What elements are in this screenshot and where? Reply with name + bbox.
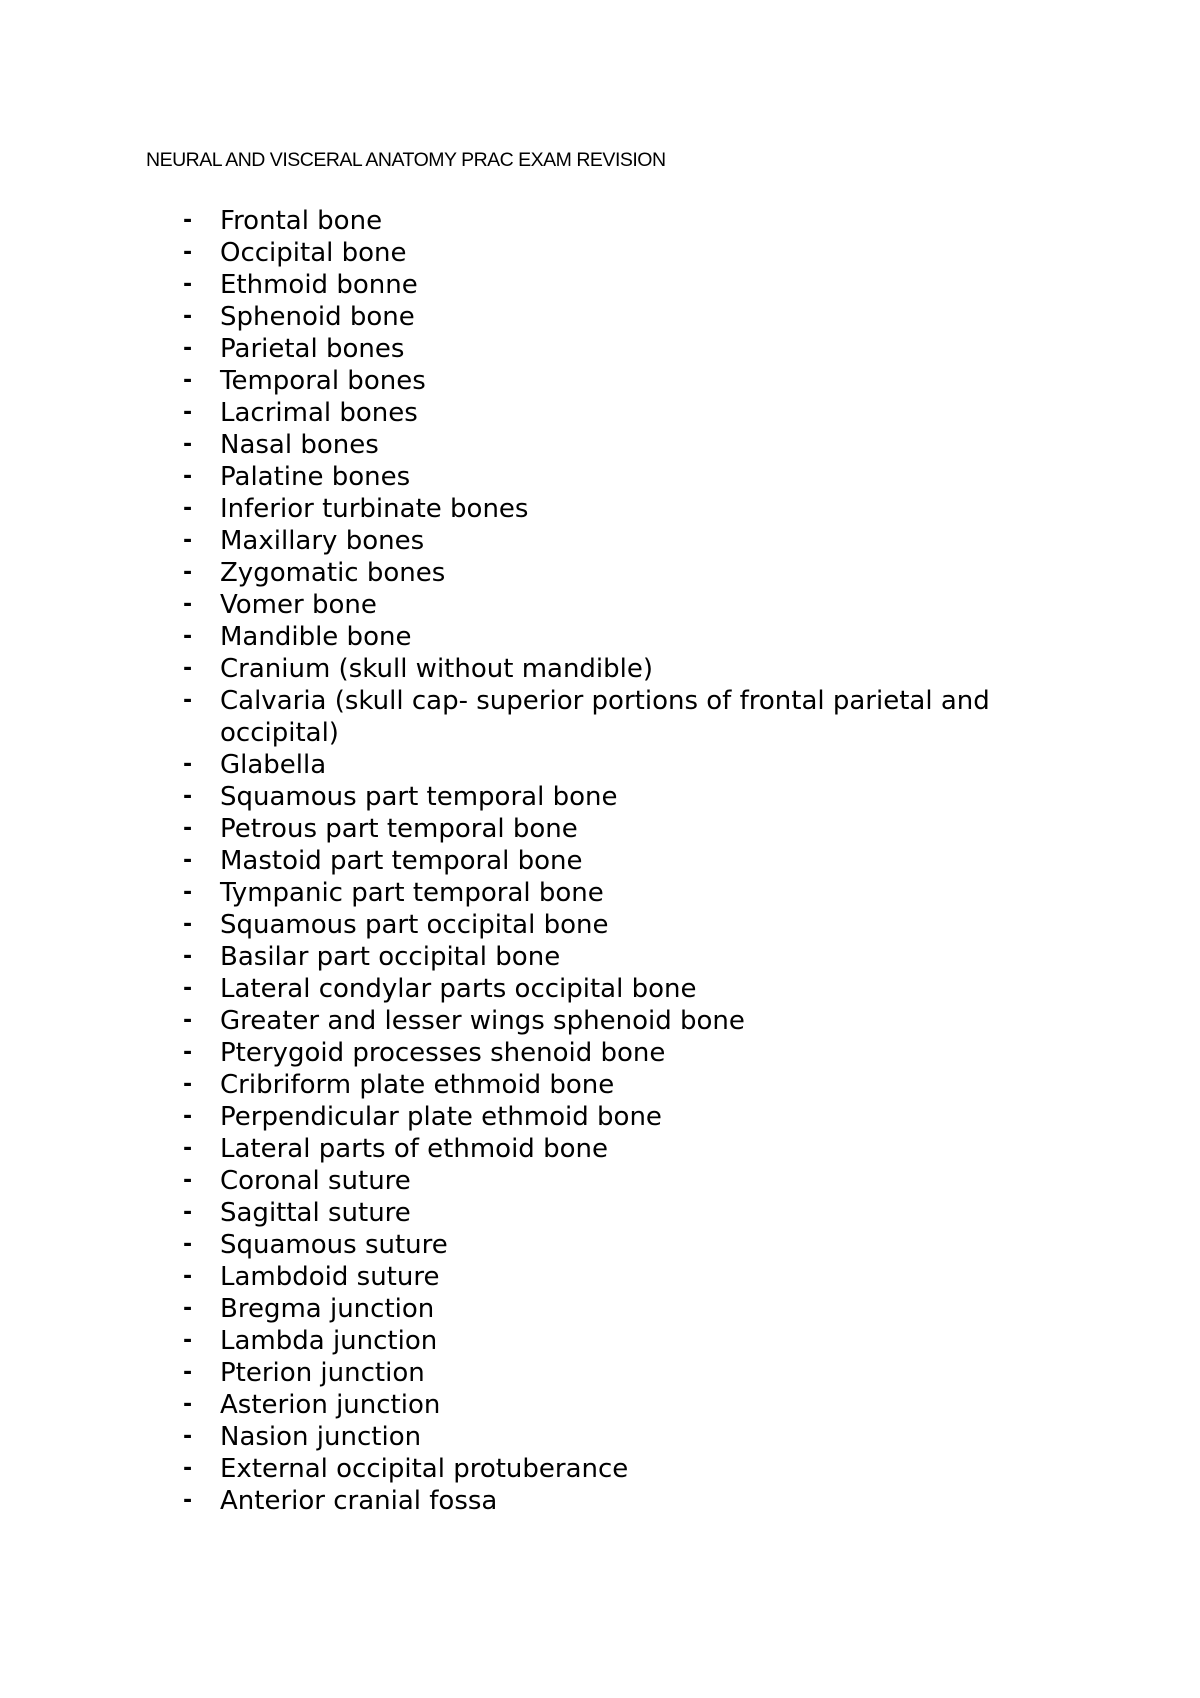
list-item-text: Anterior cranial fossa (220, 1486, 498, 1516)
list-item-text: External occipital protuberance (220, 1454, 629, 1484)
list-item-text: Maxillary bones (220, 526, 425, 556)
list-bullet: - (183, 400, 193, 425)
list-bullet: - (183, 816, 193, 841)
list-item-text: Nasal bones (220, 430, 379, 460)
list-bullet: - (183, 304, 193, 329)
list-bullet: - (183, 880, 193, 905)
list-bullet: - (183, 208, 193, 233)
list-item-text: Squamous part temporal bone (220, 782, 618, 812)
list-bullet: - (183, 560, 193, 585)
list-bullet: - (183, 1360, 193, 1385)
list-bullet: - (183, 848, 193, 873)
list-item-text: Vomer bone (220, 590, 377, 620)
list-item-text: Squamous part occipital bone (220, 910, 609, 940)
list-item-text: Frontal bone (220, 206, 383, 236)
list-item-text: Glabella (220, 750, 327, 780)
list-bullet: - (183, 656, 193, 681)
document-title: NEURAL AND VISCERAL ANATOMY PRAC EXAM REVISION (146, 149, 666, 171)
list-item-text: Cribriform plate ethmoid bone (220, 1070, 615, 1100)
list-bullet: - (183, 688, 193, 713)
list-item-text: Perpendicular plate ethmoid bone (220, 1102, 662, 1132)
list-bullet: - (183, 368, 193, 393)
list-bullet: - (183, 944, 193, 969)
list-bullet: - (183, 464, 193, 489)
list-item-text: Inferior turbinate bones (220, 494, 529, 524)
list-bullet: - (183, 1168, 193, 1193)
list-bullet: - (183, 528, 193, 553)
list-bullet: - (183, 1424, 193, 1449)
list-bullet: - (183, 1456, 193, 1481)
list-item-text: Asterion junction (220, 1390, 441, 1420)
list-bullet: - (183, 1392, 193, 1417)
list-item-text: Temporal bones (220, 366, 426, 396)
list-item-text: Lambda junction (220, 1326, 438, 1356)
list-bullet: - (183, 272, 193, 297)
list-item-text: Sagittal suture (220, 1198, 411, 1228)
list-item-text: Cranium (skull without mandible) (220, 654, 654, 684)
list-bullet: - (183, 1040, 193, 1065)
list-bullet: - (183, 1136, 193, 1161)
list-bullet: - (183, 496, 193, 521)
list-item-text: Lateral parts of ethmoid bone (220, 1134, 608, 1164)
list-bullet: - (183, 1296, 193, 1321)
list-item-text: Lambdoid suture (220, 1262, 440, 1292)
list-bullet: - (183, 1104, 193, 1129)
list-bullet: - (183, 432, 193, 457)
list-item-text: Tympanic part temporal bone (220, 878, 604, 908)
list-bullet: - (183, 912, 193, 937)
list-item-text: Lateral condylar parts occipital bone (220, 974, 697, 1004)
list-bullet: - (183, 784, 193, 809)
list-bullet: - (183, 752, 193, 777)
list-item-text: Basilar part occipital bone (220, 942, 561, 972)
list-item-text: Greater and lesser wings sphenoid bone (220, 1006, 745, 1036)
list-bullet: - (183, 976, 193, 1001)
list-bullet: - (183, 1488, 193, 1513)
list-bullet: - (183, 240, 193, 265)
list-bullet: - (183, 1232, 193, 1257)
list-bullet: - (183, 1072, 193, 1097)
list-item-text: Squamous suture (220, 1230, 448, 1260)
list-item-text: Petrous part temporal bone (220, 814, 578, 844)
list-item-text: Nasion junction (220, 1422, 422, 1452)
list-bullet: - (183, 1328, 193, 1353)
list-item-text: Pterion junction (220, 1358, 425, 1388)
list-item-text: Calvaria (skull cap- superior portions of frontal parietal and occipital) (220, 686, 990, 748)
list-bullet: - (183, 624, 193, 649)
list-item-text: Occipital bone (220, 238, 407, 268)
list-item-text: Sphenoid bone (220, 302, 415, 332)
list-item-text: Parietal bones (220, 334, 405, 364)
list-item-text: Ethmoid bonne (220, 270, 418, 300)
list-bullet: - (183, 1008, 193, 1033)
list-bullet: - (183, 336, 193, 361)
list-bullet: - (183, 592, 193, 617)
list-item-text: Coronal suture (220, 1166, 411, 1196)
list-item-text: Mastoid part temporal bone (220, 846, 583, 876)
list-item-text: Lacrimal bones (220, 398, 418, 428)
list-item-text: Bregma junction (220, 1294, 435, 1324)
list-item-text: Zygomatic bones (220, 558, 446, 588)
list-bullet: - (183, 1264, 193, 1289)
list-item-text: Mandible bone (220, 622, 412, 652)
list-item-text: Pterygoid processes shenoid bone (220, 1038, 666, 1068)
list-item-text: Palatine bones (220, 462, 411, 492)
list-bullet: - (183, 1200, 193, 1225)
